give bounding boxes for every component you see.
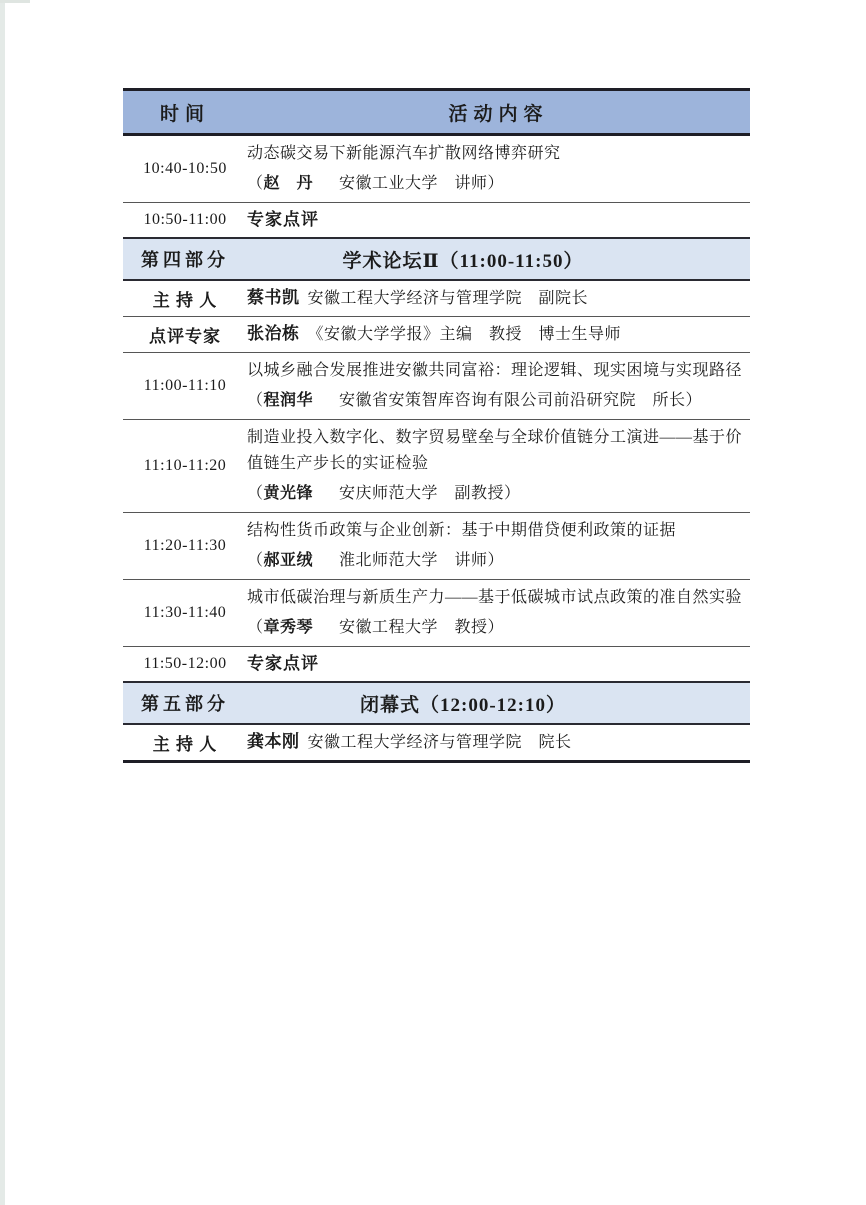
section-band [123,681,750,725]
role-label: 主 持 人 [152,291,218,310]
time-cell: 10:40-10:50 [143,160,227,177]
presenter-line [247,171,742,197]
paren-open: （ [247,175,264,192]
page-top-scan-edge [0,0,30,3]
time-cell: 10:50-11:00 [143,211,227,228]
presenter-name: 赵 丹 [263,175,314,192]
header-activity-label: 活动内容 [448,103,549,125]
section-label: 第四部分 [141,250,229,270]
activity-cell [247,420,750,512]
presenter-name: 程润华 [263,392,314,409]
schedule-row [123,580,750,647]
paren-open: （ [247,485,264,502]
section-title: 闭幕式（12:00-12:10） [360,694,566,716]
note-text: 专家点评 [247,654,319,673]
activity-cell [247,513,750,579]
paren-close: ） [487,552,505,569]
role-person-name: 张治栋 [247,324,300,343]
table-header-row [123,91,750,136]
time-cell: 11:20-11:30 [143,537,227,554]
time-cell: 11:50-12:00 [143,655,227,672]
talk-title: 动态碳交易下新能源汽车扩散网络博弈研究 [247,145,561,162]
role-cell [247,725,750,760]
talk-title: 城市低碳治理与新质生产力——基于低碳城市试点政策的准自然实验 [247,589,743,606]
schedule-row [123,317,750,353]
talk-title: 结构性货币政策与企业创新：基于中期借贷便利政策的证据 [247,522,677,539]
role-label: 主 持 人 [152,735,218,754]
schedule-row [123,725,750,760]
role-person-title: 《安徽大学学报》主编 教授 博士生导师 [307,326,622,343]
schedule-row [123,136,750,203]
paren-close: ） [487,175,505,192]
role-person-name: 龚本刚 [247,732,300,751]
presenter-name: 郝亚绒 [263,552,314,569]
schedule-row [123,647,750,681]
presenter-affiliation: 淮北师范大学 讲师 [339,552,488,569]
activity-cell [247,353,750,419]
page-left-scan-edge [0,0,5,1205]
presenter-name: 章秀琴 [263,619,314,636]
section-label: 第五部分 [141,694,229,714]
presenter-name: 黄光锋 [263,485,314,502]
presenter-affiliation: 安徽工程大学 教授 [339,619,488,636]
role-person-title: 安徽工程大学经济与管理学院 院长 [307,734,572,751]
talk-title: 制造业投入数字化、数字贸易壁垒与全球价值链分工演进——基于价值链生产步长的实证检验 [247,429,743,472]
section-band [123,237,750,281]
role-label: 点评专家 [149,327,221,346]
presenter-affiliation: 安徽工业大学 讲师 [339,175,488,192]
time-cell: 11:30-11:40 [143,604,227,621]
schedule-row [123,281,750,317]
paren-close: ） [487,619,505,636]
time-cell: 11:10-11:20 [143,457,227,474]
presenter-affiliation: 安徽省安策智库咨询有限公司前沿研究院 所长 [339,392,686,409]
paren-close: ） [685,392,703,409]
paren-open: （ [247,392,264,409]
conference-agenda-table [123,88,750,763]
presenter-line [247,548,742,574]
talk-title: 以城乡融合发展推进安徽共同富裕：理论逻辑、现实困境与实现路径 [247,362,743,379]
activity-cell [247,580,750,646]
presenter-line [247,615,742,641]
activity-cell [247,136,750,202]
time-cell: 11:00-11:10 [143,377,227,394]
paren-open: （ [247,552,264,569]
paren-close: ） [504,485,521,502]
role-person-title: 安徽工程大学经济与管理学院 副院长 [307,290,589,307]
note-text: 专家点评 [247,210,319,229]
schedule-row [123,513,750,580]
role-person-name: 蔡书凯 [247,288,300,307]
presenter-affiliation: 安庆师范大学 副教授 [339,485,505,502]
role-cell [247,317,750,352]
role-cell [247,281,750,316]
header-time-label: 时间 [159,103,210,125]
schedule-row [123,353,750,420]
presenter-line [247,388,742,414]
paren-open: （ [247,619,264,636]
schedule-row [123,420,750,513]
presenter-line [247,481,742,507]
section-title: 学术论坛Ⅱ（11:00-11:50） [342,250,584,272]
schedule-row [123,203,750,237]
